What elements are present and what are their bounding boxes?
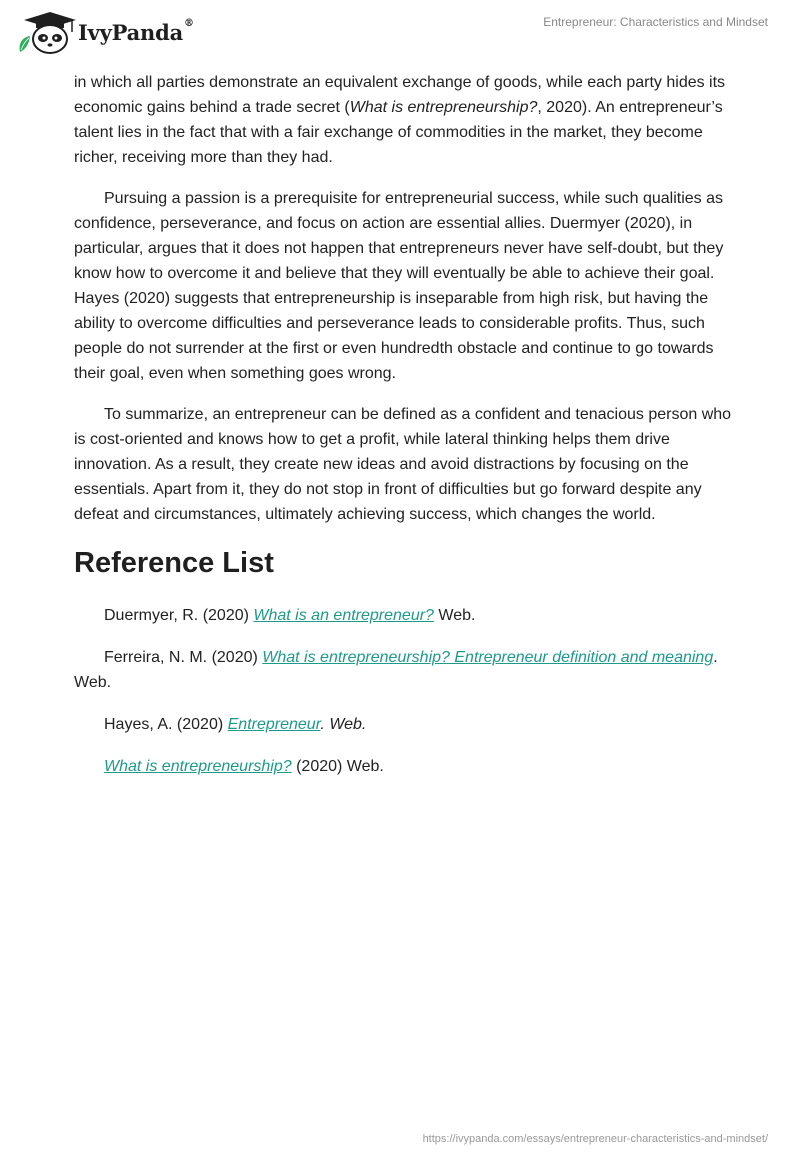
essay-content: [74, 70, 734, 796]
document-title: Entrepreneur: Characteristics and Mindset: [543, 15, 768, 29]
page-header: [0, 0, 800, 62]
reference-link-hayes[interactable]: Entrepreneur: [227, 716, 321, 733]
reference-list-heading: Reference List: [74, 547, 274, 579]
reference-item-what-is-entrepreneurship: What is entrepreneurship? (2020) Web.: [104, 758, 384, 775]
paragraph-3: To summarize, an entrepreneur can be defined as a confident and tenacious person who is cost-oriented and knows how to get a profit, while lateral thinking helps them drive innovation. As a result, they create new ideas and avoid distractions by focusing on the essentials. Apart from it, they do not stop in front of difficulties but go forward despite any defeat and circumstances, ultimately achieving success, which changes the world.: [74, 406, 732, 523]
brand-name: IvyPanda®: [78, 18, 194, 45]
paragraph-1: in which all parties demonstrate an equivalent exchange of goods, while each party hides its economic gains behind a trade secret (What is entrepreneurship?, 2020). An entrepreneur’s talent lies in the fact that with a fair exchange of commodities in the market, they become richer, receiving more than they had.: [74, 74, 726, 166]
ivypanda-logo[interactable]: [14, 10, 194, 54]
reference-link-what-is-entrepreneurship[interactable]: What is entrepreneurship?: [104, 758, 292, 775]
reference-item-hayes: Hayes, A. (2020) Entrepreneur. Web.: [104, 716, 367, 733]
reference-item-duermyer: Duermyer, R. (2020) What is an entrepreneur? Web.: [104, 607, 476, 624]
reference-link-ferreira[interactable]: What is entrepreneurship? Entrepreneur definition and meaning: [262, 649, 714, 666]
reference-item-ferreira: Ferreira, N. M. (2020) What is entrepreneurship? Entrepreneur definition and meaning. Web.: [74, 649, 718, 691]
source-url: https://ivypanda.com/essays/entrepreneur-characteristics-and-mindset/: [422, 1133, 768, 1145]
paragraph-2: Pursuing a passion is a prerequisite for entrepreneurial success, while such qualities as confidence, perseverance, and focus on action are essential allies. Duermyer (2020), in particular, argues that it does not happen that entrepreneurs never have self-doubt, but they know how to overcome it and believe that they will eventually be able to achieve their goal. Hayes (2020) suggests that entrepreneurship is inseparable from high risk, but having the ability to overcome difficulties and perseverance leads to considerable profits. Thus, such people do not surrender at the first or even hundredth obstacle and continue to go towards their goal, even when something goes wrong.: [74, 190, 724, 382]
panda-graduate-icon: [14, 10, 76, 54]
reference-link-duermyer[interactable]: What is an entrepreneur?: [253, 607, 434, 624]
